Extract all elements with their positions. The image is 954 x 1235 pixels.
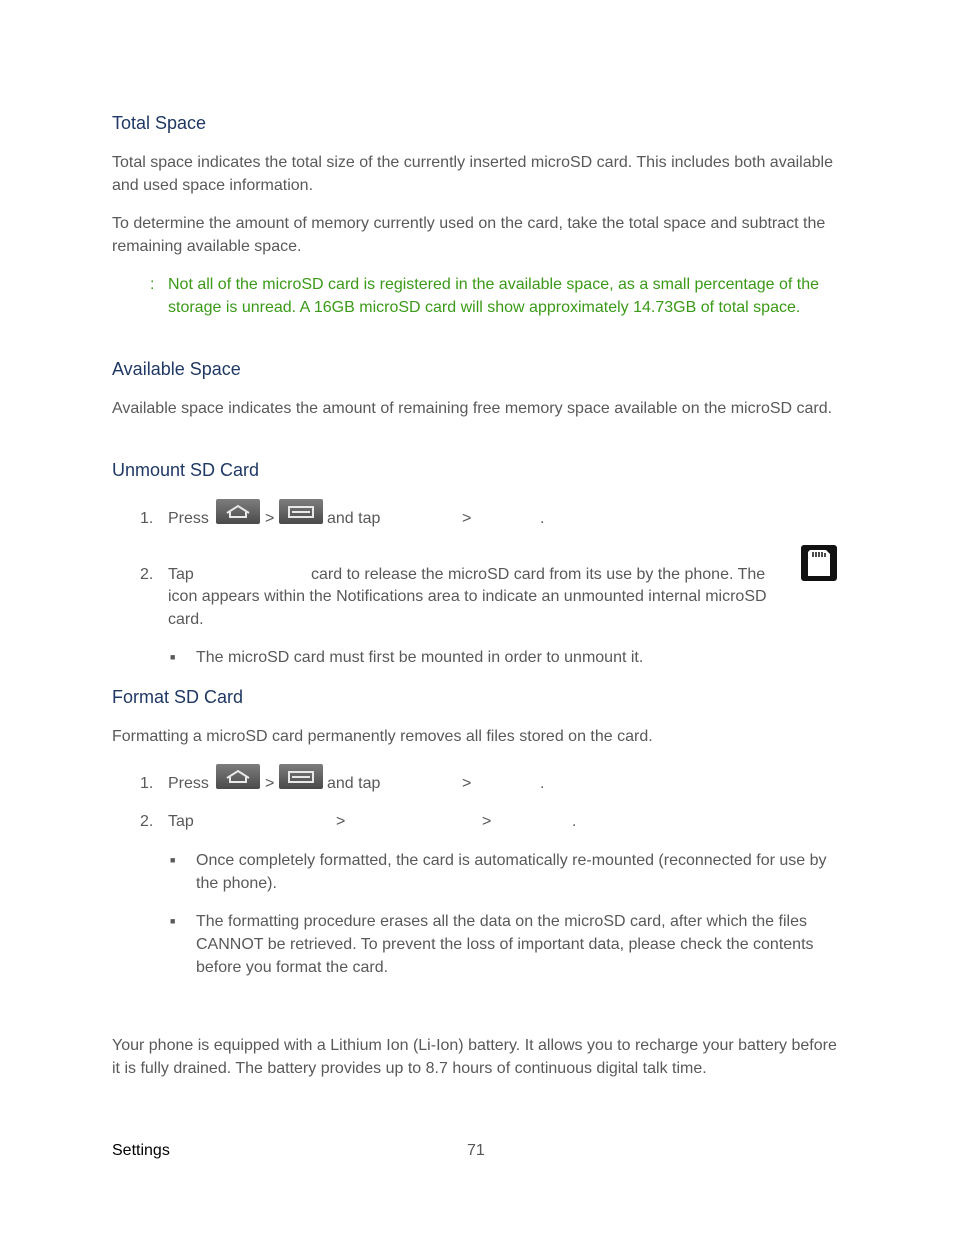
total-space-paragraph-2: To determine the amount of memory currently used on the card, take the total space and subtract the remaining available space.	[112, 215, 826, 255]
format-step-2-tap: Tap	[168, 813, 194, 830]
bullet-marker: ■	[170, 855, 176, 865]
unmount-step-1-press: Press	[168, 510, 209, 527]
format-step-1-press: Press	[168, 775, 209, 792]
unmount-step-1-gt-2: >	[462, 510, 472, 527]
format-step-2-gt-1: >	[336, 813, 346, 830]
format-step-1-number: 1.	[140, 775, 154, 792]
heading-available-space: Available Space	[112, 359, 241, 379]
note-text: Not all of the microSD card is registered in the available space, as a small percentage of the storage is unread. A 16GB microSD card will show approximately 14.73GB of total space.	[168, 276, 819, 316]
heading-total-space: Total Space	[112, 113, 207, 133]
menu-key-icon	[279, 764, 323, 789]
note-colon: :	[150, 276, 155, 293]
unmount-bullet-1: The microSD card must first be mounted in order to unmount it.	[196, 649, 644, 666]
bullet-marker: ■	[170, 916, 176, 926]
menu-key-icon	[279, 499, 323, 524]
format-paragraph: Formatting a microSD card permanently removes all files stored on the card.	[112, 728, 653, 745]
footer-section: Settings	[112, 1142, 170, 1159]
format-step-2-period: .	[572, 813, 577, 830]
format-step-1-gt-2: >	[462, 775, 472, 792]
format-step-2-number: 2.	[140, 813, 154, 830]
format-step-1-gt: >	[265, 775, 275, 792]
heading-unmount-sd-card: Unmount SD Card	[112, 460, 260, 480]
unmount-step-2-line-1: card to release the microSD card from its use by the phone. The	[311, 566, 766, 583]
bullet-marker: ■	[170, 652, 176, 662]
unmount-step-2-number: 2.	[140, 566, 154, 583]
total-space-paragraph-1: Total space indicates the total size of the currently inserted microSD card. This includes both available and used space information.	[112, 154, 833, 194]
format-step-2-gt-2: >	[482, 813, 492, 830]
format-step-1-and-tap: and tap	[327, 775, 381, 792]
note-block	[150, 273, 845, 343]
available-space-paragraph: Available space indicates the amount of remaining free memory space available on the microSD card.	[112, 400, 833, 417]
format-step-1-period: .	[540, 775, 545, 792]
format-bullet-2: The formatting procedure erases all the data on the microSD card, after which the files CANNOT be retrieved. To prevent the loss of important data, please check the contents before you format the card.	[196, 913, 814, 976]
sd-card-icon	[801, 545, 837, 581]
unmount-step-2-line-2: icon appears within the Notifications area to indicate an unmounted internal microSD	[168, 588, 767, 605]
battery-paragraph: Your phone is equipped with a Lithium Ion (Li-Ion) battery. It allows you to recharge your battery before it is fully drained. The battery provides up to 8.7 hours of continuous digital talk time.	[112, 1037, 837, 1077]
home-key-icon	[216, 499, 260, 524]
unmount-step-1-period: .	[540, 510, 545, 527]
heading-format-sd-card: Format SD Card	[112, 687, 244, 707]
unmount-step-1-number: 1.	[140, 510, 154, 527]
page-number: 71	[467, 1142, 485, 1159]
unmount-step-1-and-tap: and tap	[327, 510, 381, 527]
unmount-step-1-gt: >	[265, 510, 275, 527]
format-bullet-1: Once completely formatted, the card is automatically re-mounted (reconnected for use by the phone).	[196, 852, 827, 892]
unmount-step-2-line-3: card.	[168, 611, 204, 628]
unmount-step-2-tap: Tap	[168, 566, 194, 583]
home-key-icon	[216, 764, 260, 789]
